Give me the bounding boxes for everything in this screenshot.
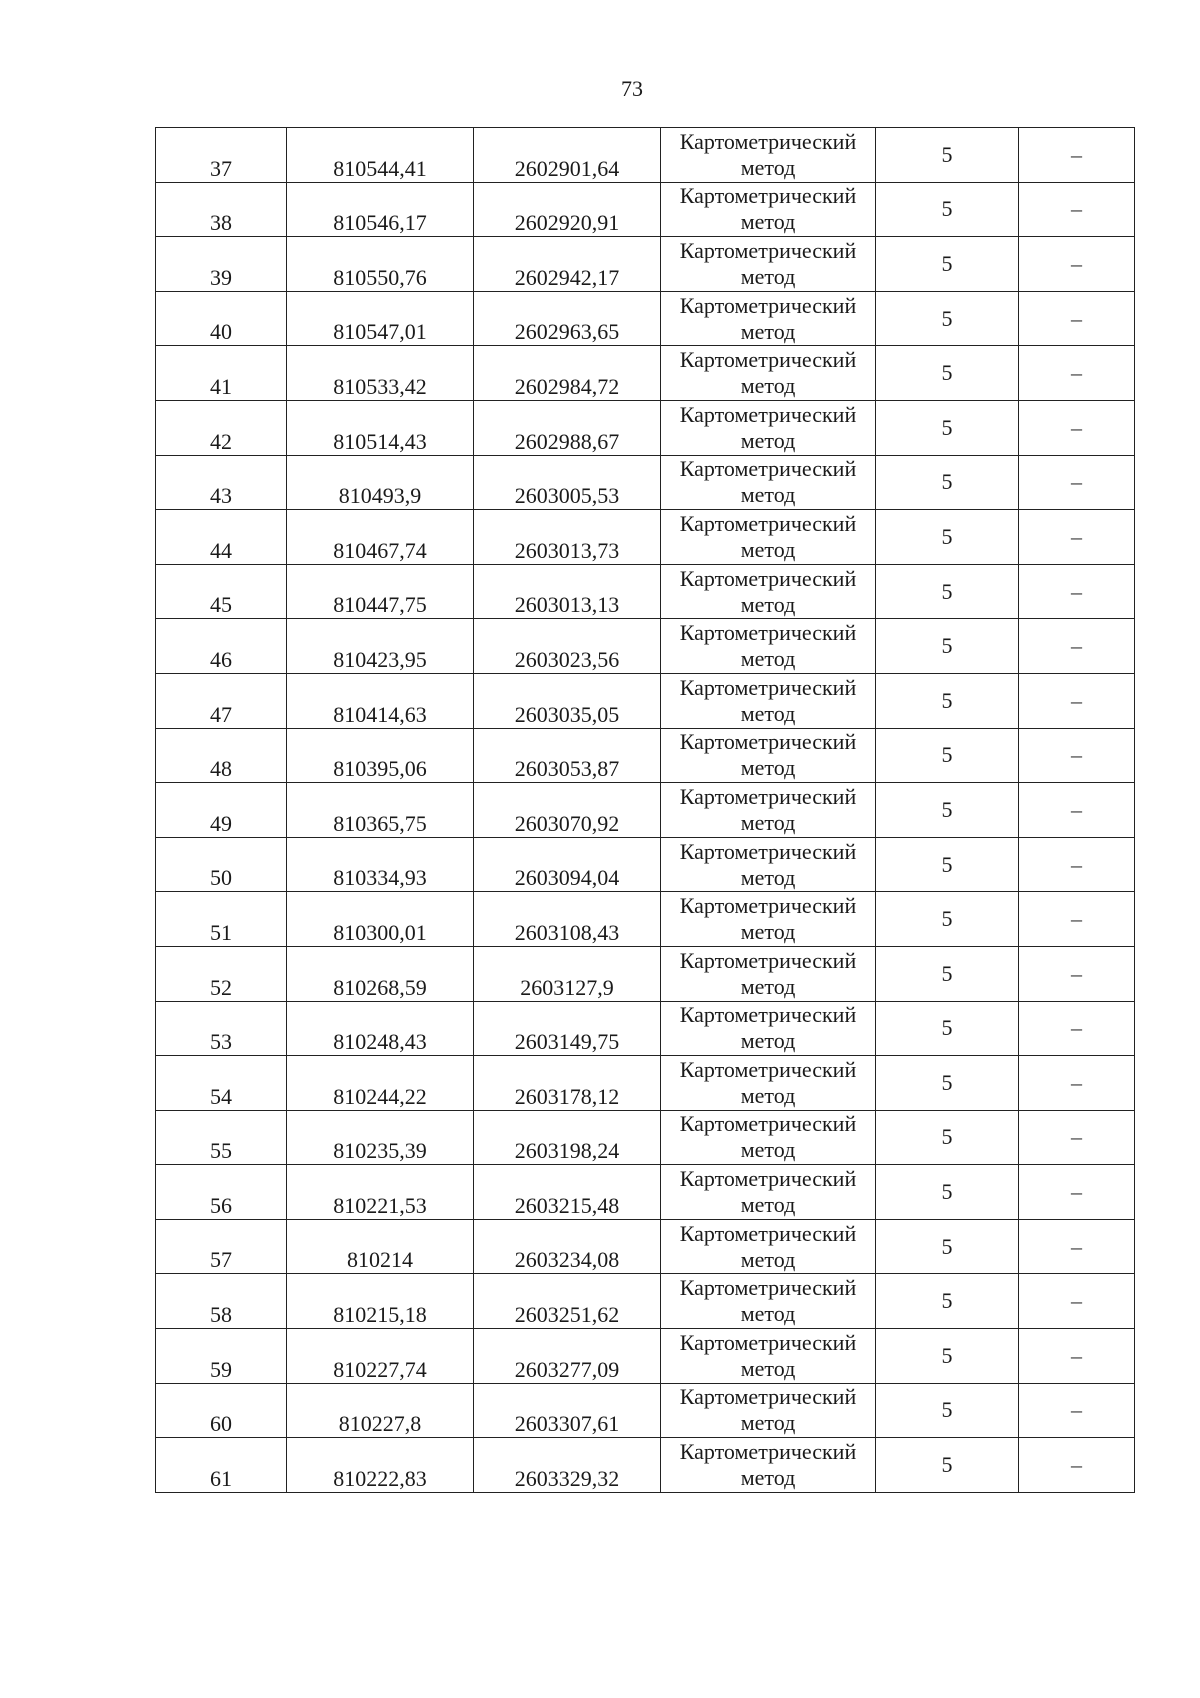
method-cell <box>661 1438 876 1493</box>
accuracy-cell: 5 <box>876 455 1019 510</box>
method-line-1: Картометрический <box>679 128 857 154</box>
note-cell: – <box>1019 510 1135 565</box>
point-number-cell: 58 <box>156 1274 287 1329</box>
method-line-1: Картометрический <box>679 565 857 591</box>
method-cell <box>661 237 876 292</box>
y-coordinate-cell: 2603198,24 <box>474 1110 661 1165</box>
accuracy-cell: 5 <box>876 619 1019 674</box>
y-coordinate-cell: 2603178,12 <box>474 1056 661 1111</box>
point-number-cell: 61 <box>156 1438 287 1493</box>
accuracy-cell: 5 <box>876 946 1019 1001</box>
method-line-1: Картометрический <box>679 729 857 755</box>
y-coordinate-cell: 2603251,62 <box>474 1274 661 1329</box>
point-number-cell: 46 <box>156 619 287 674</box>
table-row <box>156 837 1135 892</box>
method-line-1: Картометрический <box>679 401 857 427</box>
method-line-1: Картометрический <box>679 1275 857 1301</box>
accuracy-cell: 5 <box>876 1329 1019 1384</box>
y-coordinate-cell: 2603127,9 <box>474 946 661 1001</box>
point-number-cell: 41 <box>156 346 287 401</box>
method-line-1: Картометрический <box>679 292 857 318</box>
method-cell <box>661 1383 876 1438</box>
accuracy-cell: 5 <box>876 346 1019 401</box>
x-coordinate-cell: 810514,43 <box>287 400 474 455</box>
method-cell <box>661 1001 876 1056</box>
method-cell <box>661 510 876 565</box>
point-number-cell: 39 <box>156 237 287 292</box>
x-coordinate-cell: 810546,17 <box>287 182 474 237</box>
x-coordinate-cell: 810214 <box>287 1219 474 1274</box>
method-cell <box>661 619 876 674</box>
method-line-1: Картометрический <box>679 510 857 536</box>
method-line-1: Картометрический <box>679 1111 857 1137</box>
point-number-cell: 56 <box>156 1165 287 1220</box>
x-coordinate-cell: 810547,01 <box>287 291 474 346</box>
x-coordinate-cell: 810395,06 <box>287 728 474 783</box>
point-number-cell: 51 <box>156 892 287 947</box>
method-line-2: метод <box>740 154 796 180</box>
table-row <box>156 1056 1135 1111</box>
method-line-1: Картометрический <box>679 1329 857 1355</box>
x-coordinate-cell: 810550,76 <box>287 237 474 292</box>
table-row <box>156 510 1135 565</box>
note-cell: – <box>1019 455 1135 510</box>
table-row <box>156 182 1135 237</box>
accuracy-cell: 5 <box>876 892 1019 947</box>
page-number: 73 <box>621 76 643 101</box>
method-cell <box>661 1110 876 1165</box>
table-row <box>156 1274 1135 1329</box>
note-cell: – <box>1019 1219 1135 1274</box>
method-line-1: Картометрический <box>679 347 857 373</box>
note-cell: – <box>1019 346 1135 401</box>
method-cell <box>661 728 876 783</box>
note-cell: – <box>1019 1110 1135 1165</box>
method-cell <box>661 128 876 183</box>
method-line-2: метод <box>740 1246 796 1272</box>
method-line-1: Картометрический <box>679 783 857 809</box>
y-coordinate-cell: 2602988,67 <box>474 400 661 455</box>
x-coordinate-cell: 810544,41 <box>287 128 474 183</box>
y-coordinate-cell: 2603307,61 <box>474 1383 661 1438</box>
table-row <box>156 1110 1135 1165</box>
method-line-2: метод <box>740 1410 796 1436</box>
note-cell: – <box>1019 946 1135 1001</box>
x-coordinate-cell: 810215,18 <box>287 1274 474 1329</box>
note-cell: – <box>1019 619 1135 674</box>
method-cell <box>661 946 876 1001</box>
table-row <box>156 400 1135 455</box>
coordinates-table <box>155 127 1135 1493</box>
y-coordinate-cell: 2603053,87 <box>474 728 661 783</box>
note-cell: – <box>1019 182 1135 237</box>
accuracy-cell: 5 <box>876 837 1019 892</box>
method-line-1: Картометрический <box>679 1384 857 1410</box>
point-number-cell: 57 <box>156 1219 287 1274</box>
accuracy-cell: 5 <box>876 564 1019 619</box>
accuracy-cell: 5 <box>876 728 1019 783</box>
point-number-cell: 38 <box>156 182 287 237</box>
accuracy-cell: 5 <box>876 1219 1019 1274</box>
y-coordinate-cell: 2603013,73 <box>474 510 661 565</box>
point-number-cell: 44 <box>156 510 287 565</box>
x-coordinate-cell: 810248,43 <box>287 1001 474 1056</box>
method-line-2: метод <box>740 373 796 399</box>
accuracy-cell: 5 <box>876 291 1019 346</box>
table-row <box>156 946 1135 1001</box>
method-line-1: Картометрический <box>679 1002 857 1028</box>
method-line-2: метод <box>740 591 796 617</box>
y-coordinate-cell: 2603277,09 <box>474 1329 661 1384</box>
y-coordinate-cell: 2603023,56 <box>474 619 661 674</box>
x-coordinate-cell: 810533,42 <box>287 346 474 401</box>
note-cell: – <box>1019 1329 1135 1384</box>
method-line-1: Картометрический <box>679 947 857 973</box>
note-cell: – <box>1019 291 1135 346</box>
table-row <box>156 728 1135 783</box>
y-coordinate-cell: 2603070,92 <box>474 783 661 838</box>
y-coordinate-cell: 2602942,17 <box>474 237 661 292</box>
table-row <box>156 892 1135 947</box>
note-cell: – <box>1019 237 1135 292</box>
method-line-2: метод <box>740 1465 796 1491</box>
accuracy-cell: 5 <box>876 1383 1019 1438</box>
note-cell: – <box>1019 1001 1135 1056</box>
table-row <box>156 1001 1135 1056</box>
table-row <box>156 291 1135 346</box>
method-line-2: метод <box>740 1355 796 1381</box>
note-cell: – <box>1019 1274 1135 1329</box>
x-coordinate-cell: 810244,22 <box>287 1056 474 1111</box>
table-body <box>156 128 1135 1493</box>
point-number-cell: 43 <box>156 455 287 510</box>
table-row <box>156 1383 1135 1438</box>
method-line-2: метод <box>740 646 796 672</box>
x-coordinate-cell: 810423,95 <box>287 619 474 674</box>
accuracy-cell: 5 <box>876 237 1019 292</box>
table-row <box>156 346 1135 401</box>
table-row <box>156 455 1135 510</box>
method-line-1: Картометрический <box>679 1220 857 1246</box>
accuracy-cell: 5 <box>876 510 1019 565</box>
method-line-2: метод <box>740 809 796 835</box>
method-line-1: Картометрический <box>679 1056 857 1082</box>
x-coordinate-cell: 810221,53 <box>287 1165 474 1220</box>
method-line-2: метод <box>740 919 796 945</box>
point-number-cell: 37 <box>156 128 287 183</box>
x-coordinate-cell: 810414,63 <box>287 673 474 728</box>
y-coordinate-cell: 2602920,91 <box>474 182 661 237</box>
note-cell: – <box>1019 128 1135 183</box>
point-number-cell: 55 <box>156 1110 287 1165</box>
y-coordinate-cell: 2603215,48 <box>474 1165 661 1220</box>
accuracy-cell: 5 <box>876 1438 1019 1493</box>
method-cell <box>661 455 876 510</box>
x-coordinate-cell: 810365,75 <box>287 783 474 838</box>
method-line-1: Картометрический <box>679 456 857 482</box>
method-line-2: метод <box>740 263 796 289</box>
table-row <box>156 783 1135 838</box>
accuracy-cell: 5 <box>876 1110 1019 1165</box>
method-cell <box>661 564 876 619</box>
method-line-2: метод <box>740 427 796 453</box>
point-number-cell: 40 <box>156 291 287 346</box>
table-row <box>156 1219 1135 1274</box>
y-coordinate-cell: 2603329,32 <box>474 1438 661 1493</box>
note-cell: – <box>1019 673 1135 728</box>
x-coordinate-cell: 810222,83 <box>287 1438 474 1493</box>
y-coordinate-cell: 2602901,64 <box>474 128 661 183</box>
point-number-cell: 49 <box>156 783 287 838</box>
method-line-2: метод <box>740 1137 796 1163</box>
y-coordinate-cell: 2603108,43 <box>474 892 661 947</box>
method-line-2: метод <box>740 973 796 999</box>
point-number-cell: 42 <box>156 400 287 455</box>
method-cell <box>661 1329 876 1384</box>
method-line-1: Картометрический <box>679 838 857 864</box>
method-line-1: Картометрический <box>679 620 857 646</box>
table-row <box>156 237 1135 292</box>
note-cell: – <box>1019 1165 1135 1220</box>
x-coordinate-cell: 810467,74 <box>287 510 474 565</box>
x-coordinate-cell: 810300,01 <box>287 892 474 947</box>
y-coordinate-cell: 2603005,53 <box>474 455 661 510</box>
y-coordinate-cell: 2603234,08 <box>474 1219 661 1274</box>
method-line-2: метод <box>740 1082 796 1108</box>
x-coordinate-cell: 810227,8 <box>287 1383 474 1438</box>
method-line-2: метод <box>740 700 796 726</box>
method-cell <box>661 892 876 947</box>
note-cell: – <box>1019 1438 1135 1493</box>
method-line-1: Картометрический <box>679 183 857 209</box>
point-number-cell: 59 <box>156 1329 287 1384</box>
point-number-cell: 54 <box>156 1056 287 1111</box>
accuracy-cell: 5 <box>876 673 1019 728</box>
method-line-1: Картометрический <box>679 1166 857 1192</box>
accuracy-cell: 5 <box>876 1001 1019 1056</box>
method-line-2: метод <box>740 864 796 890</box>
table-row <box>156 1329 1135 1384</box>
method-line-2: метод <box>740 1301 796 1327</box>
method-line-2: метод <box>740 1192 796 1218</box>
table-row <box>156 564 1135 619</box>
method-cell <box>661 291 876 346</box>
y-coordinate-cell: 2603149,75 <box>474 1001 661 1056</box>
table-row <box>156 1165 1135 1220</box>
point-number-cell: 53 <box>156 1001 287 1056</box>
method-line-2: метод <box>740 755 796 781</box>
point-number-cell: 60 <box>156 1383 287 1438</box>
note-cell: – <box>1019 892 1135 947</box>
point-number-cell: 50 <box>156 837 287 892</box>
point-number-cell: 47 <box>156 673 287 728</box>
y-coordinate-cell: 2602963,65 <box>474 291 661 346</box>
point-number-cell: 52 <box>156 946 287 1001</box>
note-cell: – <box>1019 783 1135 838</box>
y-coordinate-cell: 2603035,05 <box>474 673 661 728</box>
method-line-1: Картометрический <box>679 237 857 263</box>
table-row <box>156 128 1135 183</box>
note-cell: – <box>1019 728 1135 783</box>
point-number-cell: 45 <box>156 564 287 619</box>
note-cell: – <box>1019 1383 1135 1438</box>
method-cell <box>661 400 876 455</box>
y-coordinate-cell: 2603013,13 <box>474 564 661 619</box>
y-coordinate-cell: 2602984,72 <box>474 346 661 401</box>
method-cell <box>661 182 876 237</box>
method-line-2: метод <box>740 536 796 562</box>
table-row <box>156 673 1135 728</box>
x-coordinate-cell: 810227,74 <box>287 1329 474 1384</box>
method-line-1: Картометрический <box>679 1439 857 1465</box>
accuracy-cell: 5 <box>876 182 1019 237</box>
method-cell <box>661 783 876 838</box>
method-cell <box>661 837 876 892</box>
method-cell <box>661 673 876 728</box>
point-number-cell: 48 <box>156 728 287 783</box>
method-line-2: метод <box>740 1028 796 1054</box>
table-row <box>156 619 1135 674</box>
x-coordinate-cell: 810447,75 <box>287 564 474 619</box>
method-line-1: Картометрический <box>679 674 857 700</box>
method-cell <box>661 1274 876 1329</box>
table-row <box>156 1438 1135 1493</box>
x-coordinate-cell: 810235,39 <box>287 1110 474 1165</box>
note-cell: – <box>1019 564 1135 619</box>
method-cell <box>661 346 876 401</box>
note-cell: – <box>1019 1056 1135 1111</box>
method-line-1: Картометрический <box>679 893 857 919</box>
x-coordinate-cell: 810334,93 <box>287 837 474 892</box>
accuracy-cell: 5 <box>876 400 1019 455</box>
method-line-2: метод <box>740 318 796 344</box>
note-cell: – <box>1019 400 1135 455</box>
method-cell <box>661 1219 876 1274</box>
accuracy-cell: 5 <box>876 1056 1019 1111</box>
method-cell <box>661 1056 876 1111</box>
accuracy-cell: 5 <box>876 1165 1019 1220</box>
x-coordinate-cell: 810268,59 <box>287 946 474 1001</box>
x-coordinate-cell: 810493,9 <box>287 455 474 510</box>
accuracy-cell: 5 <box>876 1274 1019 1329</box>
method-line-2: метод <box>740 482 796 508</box>
accuracy-cell: 5 <box>876 128 1019 183</box>
accuracy-cell: 5 <box>876 783 1019 838</box>
note-cell: – <box>1019 837 1135 892</box>
method-line-2: метод <box>740 209 796 235</box>
y-coordinate-cell: 2603094,04 <box>474 837 661 892</box>
method-cell <box>661 1165 876 1220</box>
